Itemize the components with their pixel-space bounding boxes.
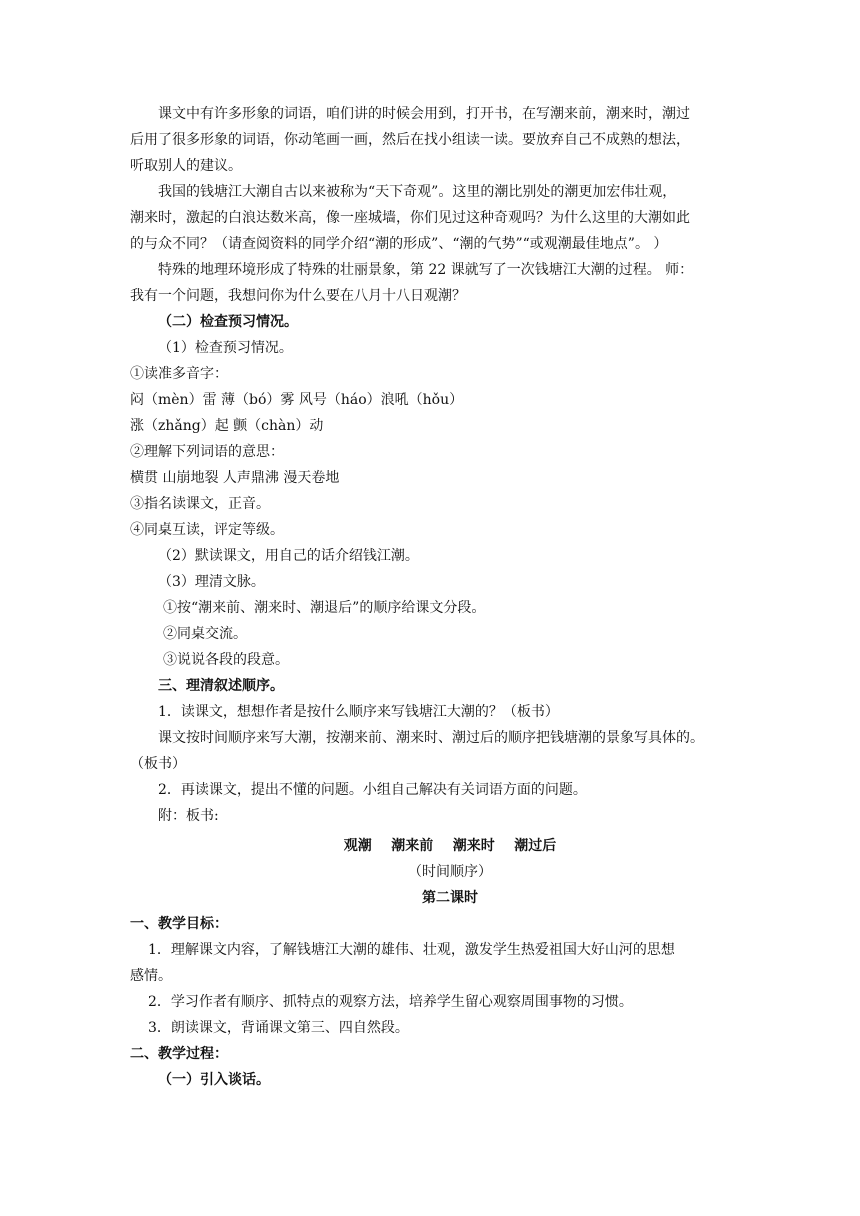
paragraph-line: 附：板书: bbox=[158, 808, 219, 824]
paragraph-line: 课文中有许多形象的词语，咱们讲的时候会用到，打开书，在写潮来前，潮来时，潮过 bbox=[158, 106, 690, 122]
list-item: 3．朗读课文，背诵课文第三、四自然段。 bbox=[148, 1020, 409, 1036]
paragraph-line: 的与众不同？（请查阅资料的同学介绍“潮的形成”、“潮的气势”“或观潮最佳地点”。 ） bbox=[130, 236, 668, 252]
lesson-title: 第二课时 bbox=[422, 890, 478, 906]
list-item: ①按“潮来前、潮来时、潮退后”的顺序给课文分段。 bbox=[163, 600, 486, 616]
list-item: ②同桌交流。 bbox=[163, 626, 247, 642]
section-heading: 一、教学目标： bbox=[130, 916, 228, 932]
list-item: ②理解下列词语的意思： bbox=[130, 444, 284, 460]
list-item: ①读准多音字： bbox=[130, 366, 228, 382]
list-item: 1．理解课文内容，了解钱塘江大潮的雄伟、壮观，激发学生热爱祖国大好山河的思想 bbox=[148, 942, 675, 958]
list-item: ③说说各段的段意。 bbox=[163, 652, 289, 668]
paragraph-line: 感情。 bbox=[130, 968, 172, 984]
list-item: （2）默读课文，用自己的话介绍钱江潮。 bbox=[158, 548, 419, 564]
blackboard-line: （时间顺序） bbox=[408, 864, 492, 880]
list-item: （3）理清文脉。 bbox=[158, 574, 265, 590]
word-list: 涨（zhǎng）起 颤（chàn）动 bbox=[130, 418, 324, 434]
paragraph-line: 后用了很多形象的词语，你动笔画一画，然后在找小组读一读。要放弃自己不成熟的想法， bbox=[130, 132, 690, 148]
section-heading: （二）检查预习情况。 bbox=[158, 314, 298, 330]
section-heading: 三、理清叙述顺序。 bbox=[158, 678, 284, 694]
list-item: 1．读课文，想想作者是按什么顺序来写钱塘江大潮的？（板书） bbox=[158, 704, 559, 720]
list-item: ④同桌互读，评定等级。 bbox=[130, 522, 284, 538]
paragraph-line: 潮来时，激起的白浪达数米高，像一座城墙，你们见过这种奇观吗？为什么这里的大潮如此 bbox=[130, 210, 690, 226]
paragraph-line: 课文按时间顺序来写大潮，按潮来前、潮来时、潮过后的顺序把钱塘潮的景象写具体的。 bbox=[158, 730, 704, 746]
word-list: 横贯 山崩地裂 人声鼎沸 漫天卷地 bbox=[130, 470, 340, 486]
list-item: ③指名读课文，正音。 bbox=[130, 496, 270, 512]
word-list: 闷（mèn）雷 薄（bó）雾 风号（háo）浪吼（hǒu） bbox=[130, 392, 464, 408]
section-heading: 二、教学过程： bbox=[130, 1046, 228, 1062]
section-heading: （一）引入谈话。 bbox=[158, 1072, 270, 1088]
blackboard-line: 观潮 潮来前 潮来时 潮过后 bbox=[343, 838, 557, 854]
paragraph-line: 我有一个问题，我想问你为什么要在八月十八日观潮？ bbox=[130, 288, 466, 304]
list-item: 2．学习作者有顺序、抓特点的观察方法，培养学生留心观察周围事物的习惯。 bbox=[148, 994, 633, 1010]
paragraph-line: （板书） bbox=[130, 756, 186, 772]
list-item: （1）检查预习情况。 bbox=[158, 340, 293, 356]
paragraph-line: 我国的钱塘江大潮自古以来被称为“天下奇观”。这里的潮比别处的潮更加宏伟壮观， bbox=[158, 184, 677, 200]
paragraph-line: 听取别人的建议。 bbox=[130, 158, 242, 174]
paragraph-line: 特殊的地理环境形成了特殊的壮丽景象，第 22 课就写了一次钱塘江大潮的过程。 师： bbox=[158, 262, 694, 278]
list-item: 2．再读课文，提出不懂的问题。小组自己解决有关词语方面的问题。 bbox=[158, 782, 587, 798]
